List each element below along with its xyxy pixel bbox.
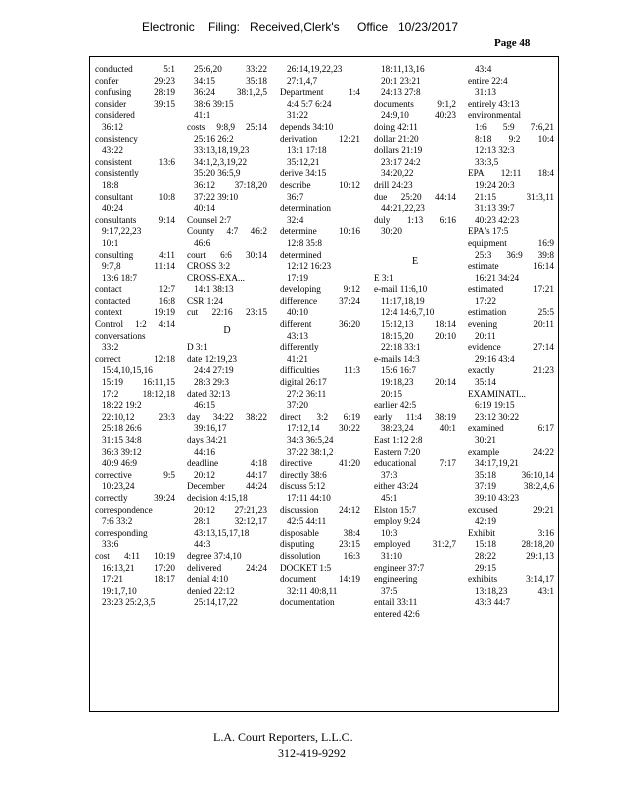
- index-entry-line: cut 22:16 23:15: [187, 307, 267, 318]
- index-entry-line: 10:3: [381, 527, 398, 538]
- index-entry-line: 21:15 31:3,11: [475, 191, 554, 202]
- index-entry-line: 18:8: [102, 179, 119, 190]
- index-entry-line: 37:19 38:2,4,6: [475, 481, 554, 492]
- index-entry-line: consultant 10:8: [95, 191, 175, 202]
- index-entry-line: evidence 27:14: [468, 342, 554, 353]
- index-entry-line: determined: [280, 249, 322, 260]
- index-letter-heading: E: [411, 255, 419, 267]
- index-entry-line: estimation 25:5: [468, 307, 554, 318]
- index-entry-line: consider 39:15: [95, 98, 175, 109]
- index-entry-line: 23:17 24:2: [381, 156, 421, 167]
- index-entry-line: Control 1:2 4:14: [95, 319, 175, 330]
- index-entry-line: 20:11: [475, 330, 496, 341]
- index-entry-line: doing 42:11: [374, 121, 418, 132]
- index-entry-line: 18:22 19:2: [102, 400, 142, 411]
- index-entry-line: determine 10:16: [280, 226, 360, 237]
- index-entry-line: discuss 5:12: [280, 481, 326, 492]
- index-entry-line: either 43:24: [374, 481, 419, 492]
- index-entry-line: 15:18 28:18,20: [475, 539, 554, 550]
- index-entry-line: 43:22: [102, 145, 123, 156]
- index-entry-line: examined 6:17: [468, 423, 554, 434]
- index-entry-line: 9:17,22,23: [102, 226, 142, 237]
- index-entry-line: correspondence: [95, 504, 153, 515]
- index-entry-line: delivered 24:24: [187, 562, 267, 573]
- index-entry-line: 15:4,10,15,16: [102, 365, 153, 376]
- index-entry-line: 24:9,10 40:23: [381, 110, 456, 121]
- index-entry-line: 20:12 44:17: [194, 469, 267, 480]
- index-entry-line: 16:13,21 17:20: [102, 562, 175, 573]
- index-entry-line: correctly 39:24: [95, 492, 175, 503]
- index-entry-line: 43:13: [287, 330, 308, 341]
- index-entry-line: DOCKET 1:5: [280, 562, 332, 573]
- index-entry-line: 15:19 16:11,15: [102, 377, 175, 388]
- index-entry-line: denial 4:10: [187, 574, 229, 585]
- index-entry-line: derivation 12:21: [280, 133, 360, 144]
- index-entry-line: 36:24 38:1,2,5: [194, 87, 267, 98]
- index-entry-line: excused 29:21: [468, 504, 554, 515]
- index-entry-line: dated 32:13: [187, 388, 231, 399]
- index-entry-line: cost 4:11 10:19: [95, 550, 175, 561]
- index-entry-line: 16:21 34:24: [475, 272, 520, 283]
- index-entry-line: consistently: [95, 168, 139, 179]
- index-entry-line: corrective 9:5: [95, 469, 175, 480]
- index-entry-line: exhibits 3:14,17: [468, 574, 554, 585]
- index-entry-line: 34:20,22: [381, 168, 414, 179]
- index-entry-line: County 4:7 46:2: [187, 226, 267, 237]
- index-entry-line: 17:11 44:10: [287, 492, 331, 503]
- index-entry-line: 35:20 36:5,9: [194, 168, 241, 179]
- index-entry-line: decision 4:15,18: [187, 492, 248, 503]
- index-entry-line: estimate 16:14: [468, 261, 554, 272]
- index-entry-line: 1:6 5:9 7:6,21: [475, 121, 554, 132]
- index-entry-line: 25:3 36:9 39:8: [475, 249, 554, 260]
- index-entry-line: 7:6 33:2: [102, 516, 133, 527]
- index-entry-line: 31:10: [381, 550, 402, 561]
- index-entry-line: EPA 12:11 18:4: [468, 168, 554, 179]
- index-entry-line: 41:21: [287, 353, 308, 364]
- index-entry-line: confer 29:23: [95, 75, 175, 86]
- index-entry-line: 34:3 36:5,24: [287, 435, 334, 445]
- index-entry-line: 46:15: [194, 400, 215, 411]
- index-letter-heading: D: [223, 325, 231, 337]
- index-entry-line: Department 1:4: [280, 87, 360, 98]
- index-entry-line: 39:16,17: [194, 423, 227, 434]
- index-entry-line: 8:18 9:2 10:4: [475, 133, 554, 144]
- index-entry-line: 12:12 16:23: [287, 261, 332, 272]
- index-entry-line: documents 9:1,2: [374, 98, 456, 109]
- index-entry-line: contact 12:7: [95, 284, 175, 295]
- index-entry-line: 23:12 30:22: [475, 411, 520, 422]
- index-entry-line: employed 31:2,7: [374, 539, 456, 550]
- index-column-5: [468, 64, 554, 706]
- index-entry-line: considered: [95, 110, 135, 121]
- index-entry-line: 39:10 43:23: [475, 492, 520, 503]
- header-date: 10/23/2017: [398, 20, 459, 34]
- index-entry-line: CSR 1:24: [187, 295, 223, 306]
- index-entry-line: 37:5: [381, 585, 398, 596]
- index-entry-line: different 36:20: [280, 319, 360, 330]
- index-entry-line: environmental: [468, 110, 522, 121]
- footer-company: L.A. Court Reporters, L.L.C.: [213, 730, 353, 744]
- index-entry-line: 36:12: [102, 121, 123, 132]
- index-entry-line: day 34:22 38:22: [187, 411, 267, 422]
- index-entry-line: 42:19: [475, 516, 496, 527]
- index-entry-line: 15:12,13 18:14: [381, 319, 456, 330]
- index-entry-line: earlier 42:5: [374, 400, 417, 411]
- index-entry-line: 33:6: [102, 539, 119, 550]
- index-entry-line: 12:13 32:3: [475, 145, 515, 156]
- index-entry-line: 46:6: [194, 237, 211, 248]
- index-entry-line: educational 7:17: [374, 458, 456, 469]
- index-entry-line: 18:11,13,16: [381, 64, 425, 74]
- index-entry-line: 29:15: [475, 562, 496, 573]
- index-entry-line: Elston 15:7: [374, 504, 417, 515]
- index-entry-line: 17:2 18:12,18: [102, 388, 175, 399]
- index-entry-line: evening 20:11: [468, 319, 554, 330]
- index-entry-line: 33:3,5: [475, 156, 499, 167]
- index-entry-line: 42:5 44:11: [287, 516, 327, 527]
- index-entry-line: e-mails 14:3: [374, 353, 420, 364]
- index-entry-line: 29:16 43:4: [475, 353, 515, 364]
- index-entry-line: entered 42:6: [374, 608, 420, 619]
- index-entry-line: 45:1: [381, 492, 398, 503]
- index-entry-line: CROSS-EXA...: [187, 272, 245, 283]
- index-entry-line: 17:12,14 30:22: [287, 423, 360, 434]
- index-entry-line: 19:1,7,10: [102, 585, 137, 596]
- index-entry-line: 28:1 32:12,17: [194, 516, 267, 527]
- index-entry-line: 12:4 14:6,7,10: [381, 307, 435, 318]
- index-entry-line: EPA's 17:5: [468, 226, 509, 237]
- index-entry-line: differently: [280, 342, 319, 353]
- index-entry-line: exactly 21:23: [468, 365, 554, 376]
- index-entry-line: developing 9:12: [280, 284, 360, 295]
- index-entry-line: 26:14,19,22,23: [287, 64, 343, 74]
- index-entry-line: 30:21: [475, 435, 496, 445]
- index-entry-line: 22:10,12 23:3: [102, 411, 175, 422]
- index-entry-line: dollar 21:20: [374, 133, 419, 144]
- index-entry-line: 40:14: [194, 203, 215, 214]
- index-entry-line: document 14:19: [280, 574, 360, 585]
- index-column-2: [187, 64, 267, 706]
- index-entry-line: determination: [280, 203, 332, 214]
- index-entry-line: 11:17,18,19: [381, 295, 425, 306]
- index-entry-line: example 24:22: [468, 446, 554, 457]
- index-entry-line: 44:3: [194, 539, 211, 550]
- index-entry-line: equipment 16:9: [468, 237, 554, 248]
- index-entry-line: denied 22:12: [187, 585, 235, 596]
- index-entry-line: Exhibit 3:16: [468, 527, 554, 538]
- index-entry-line: 35:18 36:10,14: [475, 469, 554, 480]
- index-entry-line: entire 22:4: [468, 75, 508, 86]
- index-entry-line: 10:23,24: [102, 481, 135, 492]
- index-entry-line: 44:21,22,23: [381, 203, 425, 214]
- index-entry-line: context 19:19: [95, 307, 175, 318]
- index-entry-line: days 34:21: [187, 435, 228, 445]
- filing-stamp-header: [0, 20, 618, 38]
- index-entry-line: 24:4 27:19: [194, 365, 234, 376]
- index-entry-line: 17:21 18:17: [102, 574, 175, 585]
- index-entry-line: 22:18 33:1: [381, 342, 421, 353]
- index-entry-line: December 44:24: [187, 481, 267, 492]
- index-entry-line: early 11:4 38:19: [374, 411, 456, 422]
- index-entry-line: 43:4: [475, 64, 492, 74]
- index-entry-line: 36:12 37:18,20: [194, 179, 267, 190]
- index-entry-line: 27:2 36:11: [287, 388, 327, 399]
- index-entry-line: describe 10:12: [280, 179, 360, 190]
- index-entry-line: dollars 21:19: [374, 145, 423, 156]
- index-entry-line: Eastern 7:20: [374, 446, 421, 457]
- index-entry-line: 43:13,15,17,18: [194, 527, 250, 538]
- index-entry-line: 9:7,8 11:14: [102, 261, 175, 272]
- index-entry-line: degree 37:4,10: [187, 550, 242, 561]
- index-entry-line: due 25:20 44:14: [374, 191, 456, 202]
- index-entry-line: 37:3: [381, 469, 398, 480]
- index-entry-line: consulting 4:11: [95, 249, 175, 260]
- index-entry-line: documentation: [280, 597, 335, 608]
- index-entry-line: 14:1 38:13: [194, 284, 234, 295]
- index-entry-line: conducted 5:1: [95, 64, 175, 74]
- index-entry-line: 31:22: [287, 110, 308, 121]
- header-received: Received,Clerk's: [250, 20, 340, 34]
- index-entry-line: directive 41:20: [280, 458, 360, 469]
- index-entry-line: 36:3 39:12: [102, 446, 142, 457]
- index-entry-line: 40:23 42:23: [475, 214, 520, 225]
- index-entry-line: 19:18,23 20:14: [381, 377, 456, 388]
- index-entry-line: entail 33:11: [374, 597, 418, 608]
- index-entry-line: costs 9:8,9 25:14: [187, 121, 267, 132]
- index-entry-line: dissolution 16:3: [280, 550, 360, 561]
- index-entry-line: 35:12,21: [287, 156, 320, 167]
- index-entry-line: 25:16 26:2: [194, 133, 234, 144]
- word-index-table: [89, 56, 559, 712]
- index-entry-line: 23:23 25:2,3,5: [102, 597, 156, 608]
- index-entry-line: 40:24: [102, 203, 123, 214]
- index-entry-line: 20:1 23:21: [381, 75, 421, 86]
- index-entry-line: consistent 13:6: [95, 156, 175, 167]
- index-entry-line: 13:1 17:18: [287, 145, 327, 156]
- index-entry-line: 30:20: [381, 226, 402, 237]
- index-entry-line: disposable 38:4: [280, 527, 360, 538]
- index-entry-line: 12:8 35:8: [287, 237, 322, 248]
- index-entry-line: date 12:19,23: [187, 353, 238, 364]
- index-entry-line: drill 24:23: [374, 179, 413, 190]
- index-entry-line: 17:22: [475, 295, 496, 306]
- index-entry-line: 31:15 34:8: [102, 435, 142, 445]
- index-entry-line: 25:18 26:6: [102, 423, 142, 434]
- footer-phone: 312-419-9292: [278, 746, 346, 760]
- index-entry-line: depends 34:10: [280, 121, 334, 132]
- index-entry-line: confusing 28:19: [95, 87, 175, 98]
- index-entry-line: 40:9 46:9: [102, 458, 137, 469]
- index-entry-line: 32:11 40:8,11: [287, 585, 338, 596]
- index-entry-line: 10:1: [102, 237, 119, 248]
- index-entry-line: 31:13 39:7: [475, 203, 515, 214]
- index-entry-line: 25:14,17,22: [194, 597, 238, 608]
- index-entry-line: employ 9:24: [374, 516, 421, 527]
- index-entry-line: 43:3 44:7: [475, 597, 510, 608]
- index-entry-line: 44:16: [194, 446, 215, 457]
- index-entry-line: court 6:6 30:14: [187, 249, 267, 260]
- index-entry-line: 15:6 16:7: [381, 365, 416, 376]
- index-entry-line: directly 38:6: [280, 469, 327, 480]
- index-spacer: [374, 238, 456, 250]
- index-column-3: [280, 64, 360, 706]
- index-entry-line: 13:6 18:7: [102, 272, 137, 283]
- index-entry-line: 34:17,19,21: [475, 458, 519, 469]
- index-entry-line: digital 26:17: [280, 377, 327, 388]
- index-entry-line: 38:6 39:15: [194, 98, 234, 109]
- header-office: Office: [357, 20, 389, 34]
- index-entry-line: 25:6,20 33:22: [194, 64, 267, 74]
- index-entry-line: 28:22 29:1,13: [475, 550, 554, 561]
- index-entry-line: 17:19: [287, 272, 308, 283]
- index-entry-line: consultants 9:14: [95, 214, 175, 225]
- index-entry-line: CROSS 3:2: [187, 261, 231, 272]
- index-entry-line: difficulties 11:3: [280, 365, 360, 376]
- index-entry-line: 18:15,20 20:10: [381, 330, 456, 341]
- index-entry-line: 20:12 27:21,23: [194, 504, 267, 515]
- index-entry-line: 13:18,23 43:1: [475, 585, 554, 596]
- index-entry-line: 41:1: [194, 110, 211, 121]
- index-entry-line: deadline 4:18: [187, 458, 267, 469]
- index-entry-line: 31:13: [475, 87, 496, 98]
- index-entry-line: corresponding: [95, 527, 148, 538]
- page-number: Page 48: [494, 37, 531, 49]
- index-entry-line: 6:19 19:15: [475, 400, 515, 411]
- index-entry-line: 33:13,18,19,23: [194, 145, 250, 156]
- index-entry-line: 27:1,4,7: [287, 75, 318, 86]
- header-electronic: Electronic: [142, 20, 195, 34]
- index-entry-line: 37:22 38:1,2: [287, 446, 334, 457]
- index-entry-line: D 3:1: [187, 342, 208, 353]
- index-entry-line: 36:7: [287, 191, 304, 202]
- index-entry-line: conversations: [95, 330, 146, 341]
- index-entry-line: disputing 23:15: [280, 539, 360, 550]
- index-entry-line: 33:2: [102, 342, 119, 353]
- index-entry-line: direct 3:2 6:19: [280, 411, 360, 422]
- index-column-4: [374, 64, 456, 706]
- header-filing: Filing:: [208, 20, 241, 34]
- index-entry-line: 32:4: [287, 214, 304, 225]
- index-entry-line: 37:20: [287, 400, 308, 411]
- index-entry-line: East 1:12 2:8: [374, 435, 423, 445]
- index-entry-line: 34:15 35:18: [194, 75, 267, 86]
- index-entry-line: 40:10: [287, 307, 308, 318]
- index-entry-line: correct 12:18: [95, 353, 175, 364]
- index-entry-line: e-mail 11:6,10: [374, 284, 428, 295]
- index-entry-line: 24:13 27:8: [381, 87, 421, 98]
- index-entry-line: contacted 16:8: [95, 295, 175, 306]
- index-entry-line: E 3:1: [374, 272, 394, 283]
- index-entry-line: EXAMINATI...: [468, 388, 526, 399]
- index-entry-line: 4:4 5:7 6:24: [287, 98, 332, 109]
- index-entry-line: engineer 37:7: [374, 562, 425, 573]
- index-entry-line: estimated 17:21: [468, 284, 554, 295]
- index-entry-line: consistency: [95, 133, 138, 144]
- index-entry-line: duly 1:13 6:16: [374, 214, 456, 225]
- index-entry-line: derive 34:15: [280, 168, 327, 179]
- index-entry-line: engineering: [374, 574, 418, 585]
- index-entry-line: 28:3 29:3: [194, 377, 229, 388]
- index-entry-line: 20:15: [381, 388, 402, 399]
- index-entry-line: 37:22 39:10: [194, 191, 239, 202]
- index-entry-line: 19:24 20:3: [475, 179, 515, 190]
- index-column-1: [95, 64, 175, 706]
- index-entry-line: discussion 24:12: [280, 504, 360, 515]
- index-entry-line: 34:1,2,3,19,22: [194, 156, 248, 167]
- index-entry-line: 35:14: [475, 377, 496, 388]
- index-entry-line: 38:23,24 40:1: [381, 423, 456, 434]
- index-entry-line: Counsel 2:7: [187, 214, 232, 225]
- index-entry-line: entirely 43:13: [468, 98, 520, 109]
- index-entry-line: difference 37:24: [280, 295, 360, 306]
